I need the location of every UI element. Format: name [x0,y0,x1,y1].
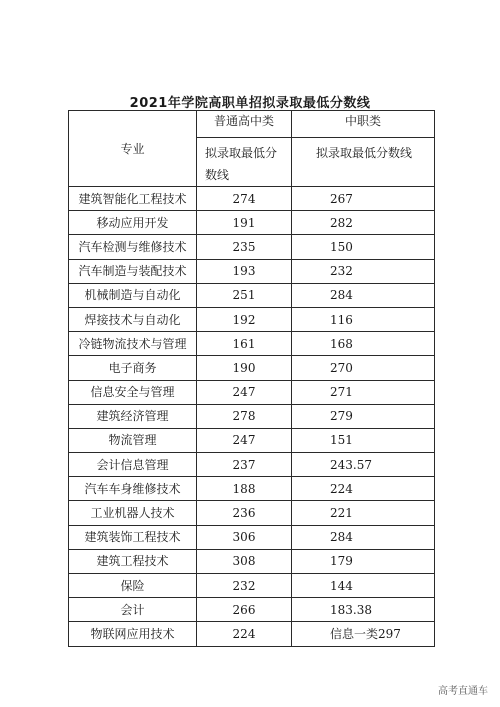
general-score-cell: 266 [197,598,292,622]
major-cell: 保险 [69,574,197,598]
general-score-cell: 306 [197,525,292,549]
page-title: 2021年学院高职单招拟录取最低分数线 [129,96,371,111]
vocational-score-cell: 221 [292,501,435,525]
vocational-score-cell: 284 [292,283,435,307]
major-cell: 冷链物流技术与管理 [69,332,197,356]
table-row [69,598,435,622]
table-row [69,380,435,404]
table-row [69,307,435,331]
header-general-category: 普通高中类 [197,111,292,138]
vocational-score-cell: 282 [292,211,435,235]
vocational-score-cell: 284 [292,525,435,549]
vocational-score-cell: 168 [292,332,435,356]
table-row [69,356,435,380]
general-score-cell: 251 [197,283,292,307]
general-score-cell: 224 [197,622,292,646]
header-general-min-score: 拟录取最低分数线 [197,138,292,187]
major-cell: 会计信息管理 [69,453,197,477]
major-cell: 建筑装饰工程技术 [69,525,197,549]
vocational-score-cell: 267 [292,187,435,211]
header-vocational-category: 中职类 [292,111,435,138]
vocational-score-cell: 信息一类297 [292,622,435,646]
table-row [69,235,435,259]
general-score-cell: 274 [197,187,292,211]
table-row [69,332,435,356]
table-row [69,525,435,549]
vocational-score-cell: 271 [292,380,435,404]
vocational-score-cell: 224 [292,477,435,501]
major-cell: 建筑经济管理 [69,404,197,428]
table-row [69,622,435,646]
general-score-cell: 232 [197,574,292,598]
watermark: 高考直通车 [438,686,488,697]
general-score-cell: 193 [197,259,292,283]
table-row [69,428,435,452]
score-table [68,110,435,647]
major-cell: 会计 [69,598,197,622]
table-body [69,111,435,647]
vocational-score-cell: 151 [292,428,435,452]
major-cell: 工业机器人技术 [69,501,197,525]
general-score-cell: 236 [197,501,292,525]
major-cell: 物联网应用技术 [69,622,197,646]
major-cell: 汽车车身维修技术 [69,477,197,501]
major-cell: 建筑智能化工程技术 [69,187,197,211]
general-score-cell: 247 [197,428,292,452]
major-cell: 移动应用开发 [69,211,197,235]
vocational-score-cell: 179 [292,549,435,573]
table-row [69,211,435,235]
general-score-cell: 191 [197,211,292,235]
header-row-categories [69,111,435,138]
general-score-cell: 190 [197,356,292,380]
major-cell: 焊接技术与自动化 [69,307,197,331]
header-major: 专业 [69,111,197,187]
table-row [69,283,435,307]
vocational-score-cell: 270 [292,356,435,380]
major-cell: 信息安全与管理 [69,380,197,404]
general-score-cell: 188 [197,477,292,501]
vocational-score-cell: 144 [292,574,435,598]
general-score-cell: 308 [197,549,292,573]
table-row [69,574,435,598]
general-score-cell: 192 [197,307,292,331]
major-cell: 汽车制造与装配技术 [69,259,197,283]
general-score-cell: 161 [197,332,292,356]
table-row [69,501,435,525]
table-row [69,549,435,573]
major-cell: 机械制造与自动化 [69,283,197,307]
vocational-score-cell: 279 [292,404,435,428]
general-score-cell: 247 [197,380,292,404]
general-score-cell: 237 [197,453,292,477]
table-row [69,477,435,501]
vocational-score-cell: 243.57 [292,453,435,477]
general-score-cell: 235 [197,235,292,259]
major-cell: 物流管理 [69,428,197,452]
major-cell: 汽车检测与维修技术 [69,235,197,259]
table-row [69,453,435,477]
header-vocational-min-score: 拟录取最低分数线 [292,138,435,187]
table-row [69,187,435,211]
table-row [69,259,435,283]
general-score-cell: 278 [197,404,292,428]
vocational-score-cell: 232 [292,259,435,283]
major-cell: 电子商务 [69,356,197,380]
vocational-score-cell: 183.38 [292,598,435,622]
vocational-score-cell: 116 [292,307,435,331]
vocational-score-cell: 150 [292,235,435,259]
table-row [69,404,435,428]
major-cell: 建筑工程技术 [69,549,197,573]
